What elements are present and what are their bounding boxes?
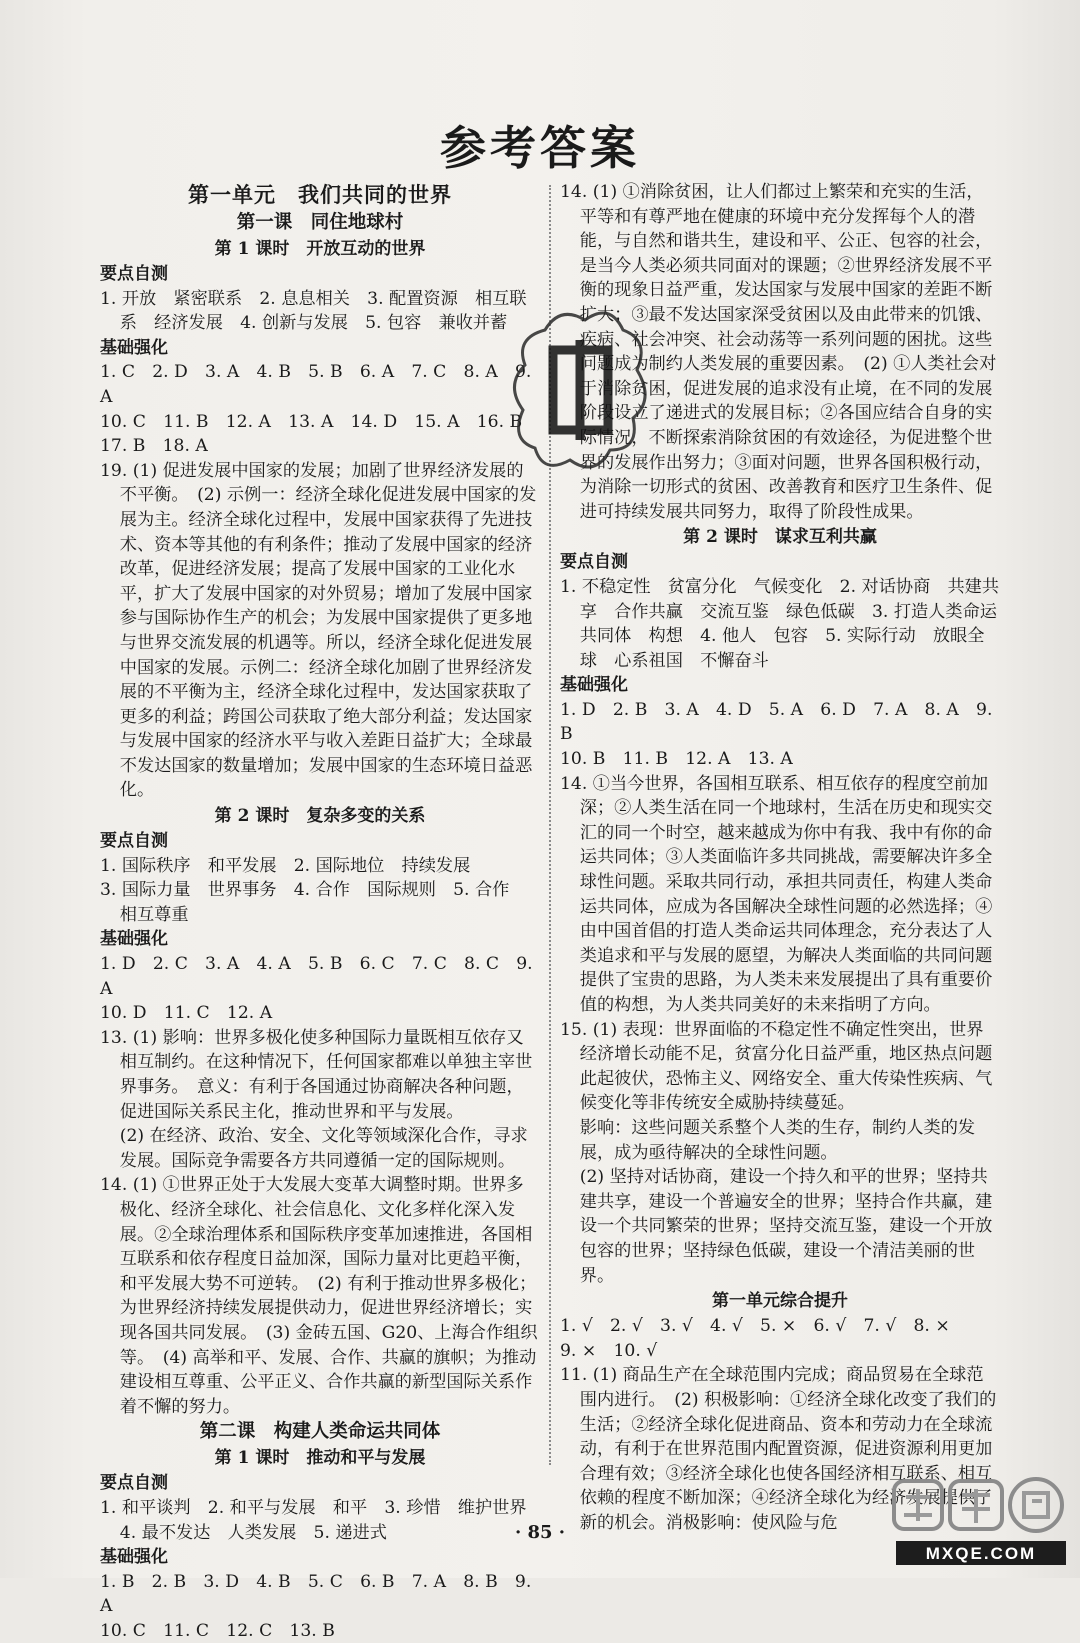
period-heading: 第 2 课时 复杂多变的关系 — [214, 806, 426, 827]
stamp-seal — [505, 300, 655, 490]
answer-item: 14. (1) ①世界正处于大发展大变革大调整时期。世界多极化、经济全球化、社会信息化、文化多样化深入发展。②全球治理体系和国际秩序变革加速推进，各国相互联系和依存程度日益加深，国际力量对比更趋平衡，和平发展大势不可逆转。 (2) 有利于推动世界多极化；为世界经济持续发展提供动力，促进世界经济增长；实现各国共同发展。 (3) 金砖五国、G20、上海合作组织等。 (4) 高举和平、发展、合作、共赢的旗帜；为推动建设相互尊重、公平正义、合作共赢的新型国际关系作着不懈的努力。 — [100, 1175, 538, 1417]
answer-row: 1. C 2. D 3. A 4. B 5. B 6. A 7. C 8. A 9. A — [100, 362, 537, 407]
unit-heading: 第一单元 我们共同的世界 — [188, 182, 452, 207]
section-label: 基础强化 — [560, 675, 628, 696]
watermark-logo — [892, 1475, 1070, 1570]
answer-item: 13. (1) 影响：世界多极化使多种国际力量既相互依存又相互制约。在这种情况下，任何国家都难以单独主宰世界事务。 意义：有利于各国通过协商解决各种问题，促进国际关系民主化，推动世界和平与发展。 — [100, 1027, 533, 1122]
period-heading: 第 1 课时 推动和平与发展 — [214, 1448, 426, 1469]
answer-item: 15. (1) 表现：世界面临的不稳定性不确定性突出，世界经济增长动能不足，贫富分化日益严重，地区热点问题此起彼伏，恐怖主义、网络安全、重大传染性疾病、气候变化等非传统安全威胁持续蔓延。 — [560, 1019, 993, 1114]
answer-row: 10. C 11. B 12. A 13. A 14. D 15. A 16. B — [100, 411, 523, 432]
answer-row: 1. D 2. B 3. A 4. D 5. A 6. D 7. A 8. A 9. B — [560, 699, 998, 745]
lesson-heading: 第二课 构建人类命运共同体 — [199, 1421, 441, 1443]
answer-row: 1. D 2. C 3. A 4. A 5. B 6. C 7. C 8. C 9. A — [100, 954, 539, 999]
section-label: 基础强化 — [100, 337, 168, 358]
answer-item: 1. 开放 紧密联系 2. 息息相关 3. 配置资源 相互联系 经济发展 4. 创新与发展 5. 包容 兼收并蓄 — [100, 288, 527, 334]
answer-row: 1. B 2. B 3. D 4. B 5. C 6. B 7. A 8. B 9. A — [100, 1571, 537, 1617]
answer-item: (2) 坚持对话协商，建设一个持久和平的世界；坚持共建共享，建设一个普遍安全的世界；坚持合作共赢，建设一个共同繁荣的世界；坚持交流互鉴，建设一个开放包容的世界；坚持绿色低碳，建设一个清洁美丽的世界。 — [579, 1167, 993, 1286]
answer-item: 19. (1) 促进发展中国家的发展；加剧了世界经济发展的不平衡。 (2) 示例一：经济全球化促进发展中国家的发展为主。经济全球化过程中，发展中国家获得了先进技术、资本等其他的有利条件；推动了发展中国家的经济改革，促进经济发展；提高了发展中国家的工业化水平，扩大了发展中国家的对外贸易；增加了发展中国家参与国际协作生产的机会；为发展中国家提供了更多地与世界交流发展的机遇等。所以，经济全球化促进发展中国家的发展。示例二：经济全球化加剧了世界经济发展的不平衡为主，经济全球化过程中，发达国家获取了更多的利益；跨国公司获取了绝大部分利益；发达国家与发展中国家的经济水平与收入差距日益扩大；全球最不发达国家的数量增加；发展中国家的生态环境日益恶化。 — [100, 460, 537, 801]
answer-item: 11. (1) 商品生产在全球范围内完成；商品贸易在全球范围内进行。 (2) 积极影响：①经济全球化改变了我们的生活；②经济全球化促进商品、资本和劳动力在全球流动，有利于在世界范围内配置资源，促进资源利用更加合理有效；③经济全球化也使各国经济相互联系、相互依赖的程度不断加深；④经济全球化为经济发展提供了新的机会。消极影响：使风险与危 — [560, 1365, 997, 1533]
answer-row: 10. B 11. B 12. A 13. A — [560, 749, 793, 770]
answer-item: 1. 不稳定性 贫富分化 气候变化 2. 对话协商 共建共享 合作共赢 交流互鉴 绿色低碳 3. 打造人类命运共同体 构想 4. 他人 包容 5. 实际行动 放眼全球 心系祖国 不懈奋斗 — [560, 576, 1000, 671]
answer-item: 3. 国际力量 世界事务 4. 合作 国际规则 5. 合作 相互尊重 — [100, 880, 527, 925]
section-label: 基础强化 — [100, 1547, 168, 1568]
section-label: 要点自测 — [560, 552, 628, 573]
answer-item: 1. 和平谈判 2. 和平与发展 和平 3. 珍惜 维护世界 4. 最不发达 人类发展 5. 递进式 — [100, 1497, 544, 1543]
answer-row: 9. × 10. √ — [560, 1340, 658, 1361]
svg-text:MXQE.COM: MXQE.COM — [925, 1544, 1037, 1563]
lesson-heading: 第一课 同住地球村 — [236, 212, 404, 233]
period-heading: 第 1 课时 开放互动的世界 — [214, 239, 426, 259]
page-number: · 85 · — [514, 1522, 566, 1543]
answer-row: 1. √ 2. √ 3. √ 4. √ 5. × 6. √ 7. √ 8. × — [560, 1316, 950, 1337]
answer-item: 14. (1) ①消除贫困，让人们都过上繁荣和充实的生活，平等和有尊严地在健康的环境中充分发挥每个人的潜能，与自然和谐共生，建设和平、公正、包容的社会，是当今人类必须共同面对的课题；②世界经济发展不平衡的现象日益严重，发达国家与发展中国家的差距不断扩大；③最不发达国家深受贫困以及由此带来的饥饿、疾病、社会冲突、社会动荡等一系列问题的困扰。这些问题成为制约人类发展的重要因素。 (2) ①人类社会对于消除贫困，促进发展的追求没有止境，在不同的发展阶段设立了递进式的发展目标；②各国应结合自身的实际情况，不断探索消除贫困的有效途径，为促进整个世界的发展作出努力；③面对问题，世界各国积极行动，为消除一切形式的贫困、改善教育和医疗卫生条件、促进可持续发展共同努力，取得了阶段性成果。 — [560, 182, 997, 522]
answer-item: 1. 国际秩序 和平发展 2. 国际地位 持续发展 — [100, 855, 471, 876]
answer-item: 影响：这些问题关系整个人类的生存，制约人类的发展，成为亟待解决的全球性问题。 — [579, 1117, 976, 1163]
period-heading: 第一单元综合提升 — [712, 1291, 848, 1312]
left-column — [100, 180, 544, 1643]
page-title: 参考答案 — [440, 121, 640, 175]
period-heading: 第 2 课时 谋求互利共赢 — [683, 527, 877, 548]
answer-row: 10. C 11. C 12. C 13. B — [100, 1620, 335, 1641]
answer-row: 10. D 11. C 12. A — [100, 1003, 273, 1024]
section-label: 要点自测 — [100, 264, 168, 284]
section-label: 基础强化 — [100, 929, 168, 950]
answer-row: 17. B 18. A — [100, 436, 208, 457]
answer-item: 14. ①当今世界，各国相互联系、相互依存的程度空前加深；②人类生活在同一个地球村，生活在历史和现实交汇的同一个时空，越来越成为你中有我、我中有你的命运共同体；③人类面临许多共同挑战，需要解决许多全球性问题。采取共同行动，承担共同责任，构建人类命运共同体，应成为各国解决全球性问题的必然选择；④由中国首倡的打造人类命运共同体理念，充分表达了人类追求和平与发展的愿望，为解决人类面临的共同问题提供了宝贵的思路，为人类未来发展提出了具有重要价值的构想，为人类共同美好的未来指明了方向。 — [560, 773, 993, 1015]
section-label: 要点自测 — [100, 1473, 168, 1494]
section-label: 要点自测 — [100, 831, 168, 852]
answer-item: (2) 在经济、政治、安全、文化等领域深化合作，寻求发展。国际竞争需要各方共同遵循一定的国际规则。 — [119, 1126, 528, 1171]
